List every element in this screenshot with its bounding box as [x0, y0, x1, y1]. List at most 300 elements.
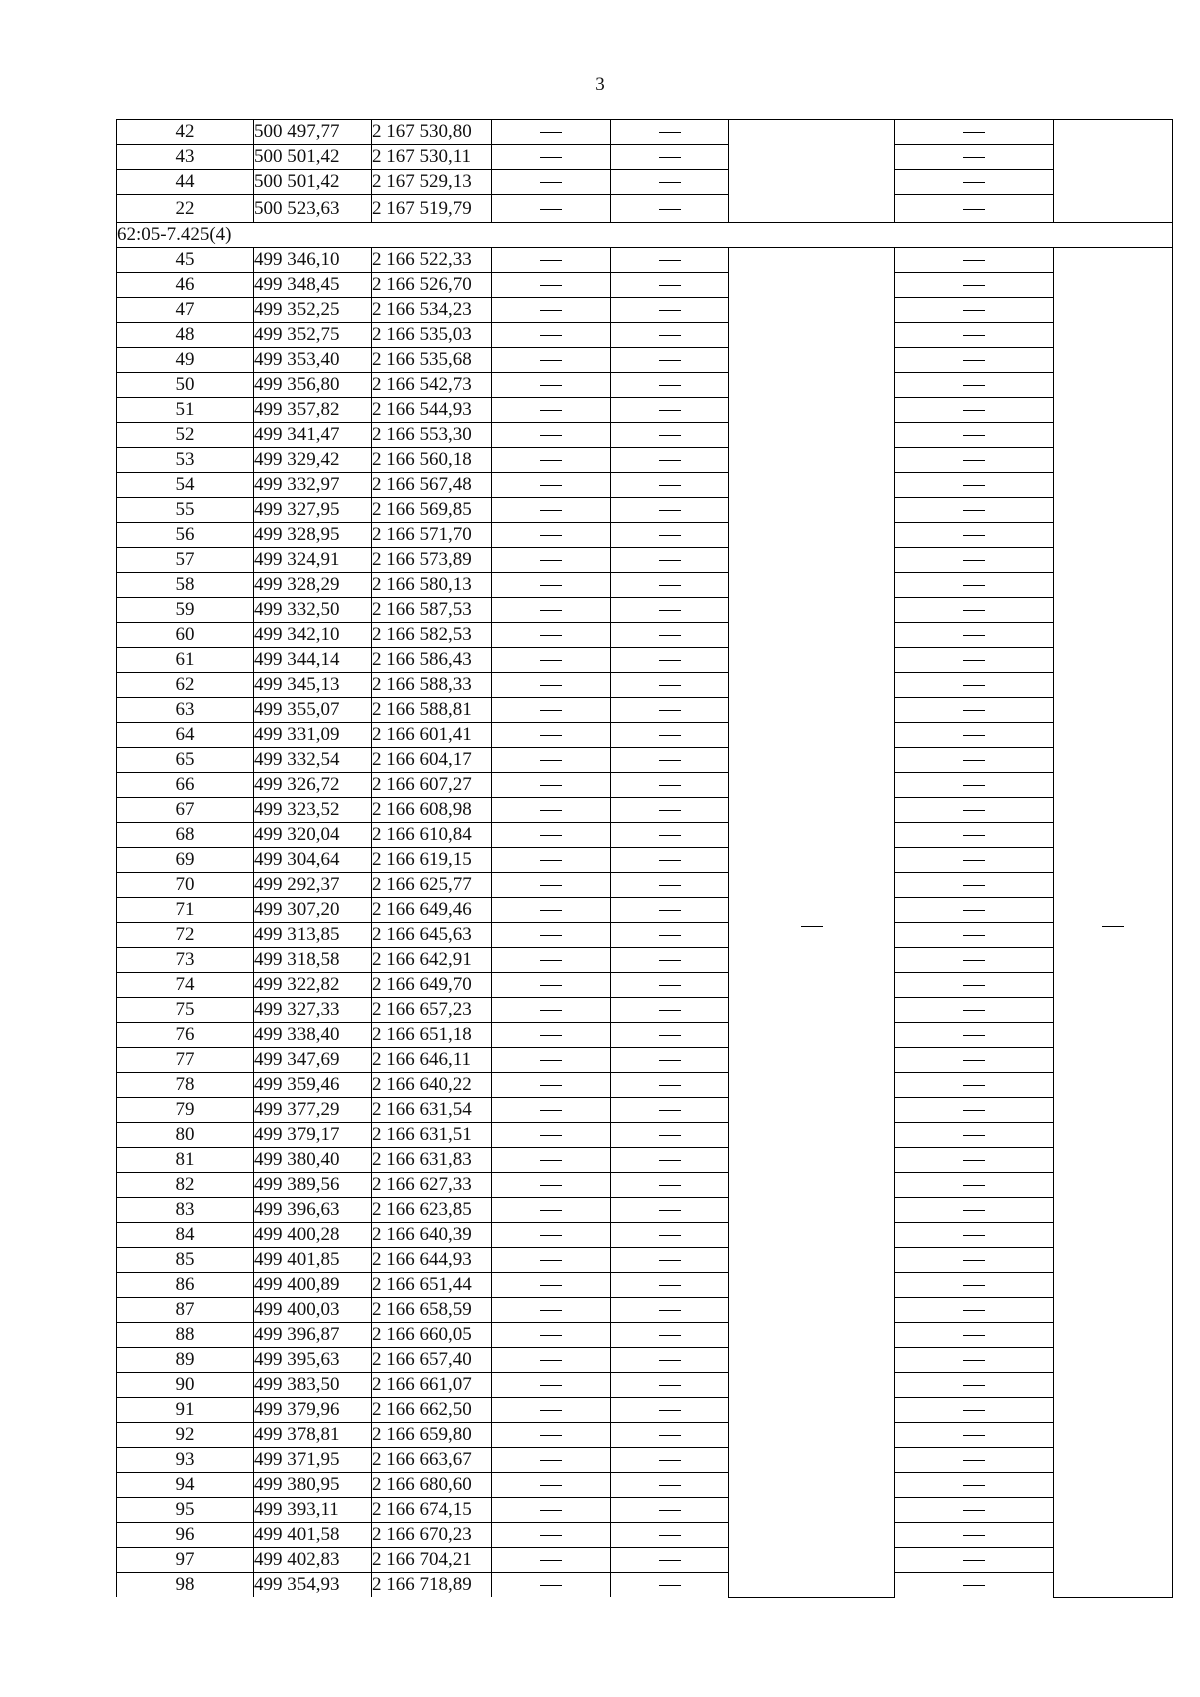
col5-dash — [611, 1248, 729, 1273]
col5-dash — [611, 623, 729, 648]
point-number: 50 — [117, 373, 254, 398]
coord-x: 499 396,87 — [254, 1323, 372, 1348]
dash-mark — [540, 1560, 562, 1561]
dash-mark — [1102, 926, 1124, 927]
dash-mark — [540, 1335, 562, 1336]
coord-x: 499 332,50 — [254, 598, 372, 623]
col7-dash — [895, 1473, 1054, 1498]
page-number: 3 — [595, 74, 605, 95]
table-row — [117, 623, 1173, 648]
dash-mark — [963, 1460, 985, 1461]
col7-dash — [895, 973, 1054, 998]
dash-mark — [540, 1435, 562, 1436]
col4-dash — [492, 1023, 611, 1048]
coord-x: 499 328,95 — [254, 523, 372, 548]
col4-dash — [492, 1098, 611, 1123]
coord-y: 2 167 530,80 — [372, 120, 492, 145]
dash-mark — [659, 1210, 681, 1211]
dash-mark — [659, 685, 681, 686]
col7-dash — [895, 1198, 1054, 1223]
col4-dash — [492, 423, 611, 448]
coord-y: 2 166 674,15 — [372, 1498, 492, 1523]
col5-dash — [611, 823, 729, 848]
group-b-body — [117, 248, 1173, 1598]
col5-dash — [611, 498, 729, 523]
col5-dash — [611, 1473, 729, 1498]
col4-dash — [492, 1523, 611, 1548]
point-number: 69 — [117, 848, 254, 873]
point-number: 42 — [117, 120, 254, 145]
col4-dash — [492, 1398, 611, 1423]
coord-y: 2 166 623,85 — [372, 1198, 492, 1223]
dash-mark — [963, 1560, 985, 1561]
col4-dash — [492, 473, 611, 498]
col5-dash — [611, 195, 729, 223]
table-row — [117, 498, 1173, 523]
coord-x: 499 400,28 — [254, 1223, 372, 1248]
col5-dash — [611, 1373, 729, 1398]
table-row — [117, 823, 1173, 848]
col4-dash — [492, 1298, 611, 1323]
coord-x: 499 307,20 — [254, 898, 372, 923]
coord-x: 499 345,13 — [254, 673, 372, 698]
dash-mark — [540, 610, 562, 611]
col4-dash — [492, 1223, 611, 1248]
table-row — [117, 248, 1173, 273]
dash-mark — [963, 435, 985, 436]
point-number: 90 — [117, 1373, 254, 1398]
col5-dash — [611, 973, 729, 998]
table-row — [117, 1148, 1173, 1173]
point-number: 55 — [117, 498, 254, 523]
point-number: 70 — [117, 873, 254, 898]
dash-mark — [659, 1485, 681, 1486]
coord-x: 499 341,47 — [254, 423, 372, 448]
dash-mark — [963, 1235, 985, 1236]
coord-y: 2 166 588,33 — [372, 673, 492, 698]
dash-mark — [659, 360, 681, 361]
col5-dash — [611, 573, 729, 598]
dash-mark — [659, 1360, 681, 1361]
dash-mark — [963, 1310, 985, 1311]
col5-dash — [611, 998, 729, 1023]
coord-y: 2 166 649,46 — [372, 898, 492, 923]
dash-mark — [659, 1235, 681, 1236]
dash-mark — [659, 1260, 681, 1261]
col7-dash — [895, 1123, 1054, 1148]
dash-mark — [963, 1035, 985, 1036]
col4-dash — [492, 1148, 611, 1173]
coord-x: 499 332,54 — [254, 748, 372, 773]
coord-y: 2 166 610,84 — [372, 823, 492, 848]
point-number: 79 — [117, 1098, 254, 1123]
point-number: 72 — [117, 923, 254, 948]
dash-mark — [659, 535, 681, 536]
col7-dash — [895, 373, 1054, 398]
col7-dash — [895, 1048, 1054, 1073]
dash-mark — [540, 1510, 562, 1511]
dash-mark — [540, 810, 562, 811]
point-number: 86 — [117, 1273, 254, 1298]
col4-dash — [492, 648, 611, 673]
col5-dash — [611, 1023, 729, 1048]
coord-x: 499 338,40 — [254, 1023, 372, 1048]
col5-dash — [611, 673, 729, 698]
coord-y: 2 166 670,23 — [372, 1523, 492, 1548]
col4-dash — [492, 823, 611, 848]
coord-y: 2 167 519,79 — [372, 195, 492, 223]
coord-y: 2 166 640,39 — [372, 1223, 492, 1248]
dash-mark — [659, 1385, 681, 1386]
table-row — [117, 1548, 1173, 1573]
point-number: 57 — [117, 548, 254, 573]
dash-mark — [963, 260, 985, 261]
coord-y: 2 166 663,67 — [372, 1448, 492, 1473]
point-number: 76 — [117, 1023, 254, 1048]
coord-x: 499 347,69 — [254, 1048, 372, 1073]
dash-mark — [659, 335, 681, 336]
col4-dash — [492, 998, 611, 1023]
dash-mark — [659, 935, 681, 936]
dash-mark — [963, 1360, 985, 1361]
coord-y: 2 166 704,21 — [372, 1548, 492, 1573]
dash-mark — [540, 285, 562, 286]
dash-mark — [963, 1010, 985, 1011]
col4-dash — [492, 598, 611, 623]
coord-y: 2 166 586,43 — [372, 648, 492, 673]
col4-dash — [492, 973, 611, 998]
col5-dash — [611, 773, 729, 798]
col6-merged — [729, 248, 895, 1598]
dash-mark — [963, 710, 985, 711]
dash-mark — [659, 835, 681, 836]
dash-mark — [963, 885, 985, 886]
dash-mark — [659, 310, 681, 311]
col4-dash — [492, 848, 611, 873]
coord-y: 2 166 587,53 — [372, 598, 492, 623]
col5-dash — [611, 548, 729, 573]
table-row — [117, 598, 1173, 623]
dash-mark — [540, 335, 562, 336]
col5-dash — [611, 248, 729, 273]
dash-mark — [540, 1210, 562, 1211]
col5-dash — [611, 1348, 729, 1373]
dash-mark — [963, 610, 985, 611]
dash-mark — [540, 410, 562, 411]
col4-dash — [492, 1273, 611, 1298]
coord-x: 499 304,64 — [254, 848, 372, 873]
dash-mark — [540, 209, 562, 210]
col4-dash — [492, 273, 611, 298]
table-row — [117, 398, 1173, 423]
coord-y: 2 166 659,80 — [372, 1423, 492, 1448]
coord-y: 2 166 535,03 — [372, 323, 492, 348]
coord-y: 2 166 608,98 — [372, 798, 492, 823]
col4-dash — [492, 1548, 611, 1573]
dash-mark — [659, 1535, 681, 1536]
dash-mark — [540, 1160, 562, 1161]
dash-mark — [963, 535, 985, 536]
dash-mark — [540, 157, 562, 158]
dash-mark — [540, 485, 562, 486]
col5-dash — [611, 298, 729, 323]
point-number: 91 — [117, 1398, 254, 1423]
dash-mark — [963, 1160, 985, 1161]
col7-dash — [895, 423, 1054, 448]
dash-mark — [540, 435, 562, 436]
table-row — [117, 848, 1173, 873]
coord-x: 499 383,50 — [254, 1373, 372, 1398]
point-number: 78 — [117, 1073, 254, 1098]
col7-dash — [895, 748, 1054, 773]
col5-dash — [611, 873, 729, 898]
dash-mark — [963, 1535, 985, 1536]
dash-mark — [659, 885, 681, 886]
dash-mark — [540, 935, 562, 936]
dash-mark — [540, 910, 562, 911]
point-number: 51 — [117, 398, 254, 423]
dash-mark — [963, 860, 985, 861]
col4-dash — [492, 1323, 611, 1348]
dash-mark — [540, 685, 562, 686]
coord-y: 2 166 580,13 — [372, 573, 492, 598]
dash-mark — [963, 960, 985, 961]
dash-mark — [963, 1335, 985, 1336]
col5-dash — [611, 1198, 729, 1223]
section-header-body — [117, 223, 1173, 248]
col5-dash — [611, 648, 729, 673]
coord-x: 499 292,37 — [254, 873, 372, 898]
coord-x: 499 326,72 — [254, 773, 372, 798]
point-number: 43 — [117, 145, 254, 170]
dash-mark — [540, 785, 562, 786]
col5-dash — [611, 1323, 729, 1348]
dash-mark — [659, 1435, 681, 1436]
dash-mark — [540, 510, 562, 511]
coord-x: 499 355,07 — [254, 698, 372, 723]
point-number: 85 — [117, 1248, 254, 1273]
coord-x: 499 320,04 — [254, 823, 372, 848]
col4-dash — [492, 773, 611, 798]
dash-mark — [963, 1585, 985, 1586]
coord-x: 499 354,93 — [254, 1573, 372, 1598]
point-number: 74 — [117, 973, 254, 998]
col7-dash — [895, 873, 1054, 898]
coord-x: 499 327,95 — [254, 498, 372, 523]
dash-mark — [540, 535, 562, 536]
dash-mark — [659, 1310, 681, 1311]
table-row — [117, 798, 1173, 823]
table-row — [117, 1323, 1173, 1348]
dash-mark — [659, 660, 681, 661]
point-number: 73 — [117, 948, 254, 973]
dash-mark — [963, 385, 985, 386]
point-number: 59 — [117, 598, 254, 623]
col7-dash — [895, 698, 1054, 723]
coord-y: 2 166 544,93 — [372, 398, 492, 423]
col5-dash — [611, 448, 729, 473]
dash-mark — [659, 1085, 681, 1086]
coord-y: 2 167 530,11 — [372, 145, 492, 170]
coord-y: 2 166 642,91 — [372, 948, 492, 973]
col5-dash — [611, 898, 729, 923]
dash-mark — [963, 685, 985, 686]
point-number: 64 — [117, 723, 254, 748]
dash-mark — [540, 1035, 562, 1036]
col7-dash — [895, 498, 1054, 523]
dash-mark — [540, 1385, 562, 1386]
dash-mark — [963, 1085, 985, 1086]
col5-dash — [611, 1573, 729, 1598]
table-row — [117, 1248, 1173, 1273]
table-row — [117, 373, 1173, 398]
table-row — [117, 1573, 1173, 1598]
col5-dash — [611, 398, 729, 423]
table-row — [117, 170, 1173, 195]
table-row — [117, 323, 1173, 348]
point-number: 68 — [117, 823, 254, 848]
col7-dash — [895, 923, 1054, 948]
coord-y: 2 166 534,23 — [372, 298, 492, 323]
dash-mark — [540, 1235, 562, 1236]
dash-mark — [540, 960, 562, 961]
table-row — [117, 723, 1173, 748]
table-row — [117, 1398, 1173, 1423]
col5-dash — [611, 373, 729, 398]
point-number: 92 — [117, 1423, 254, 1448]
dash-mark — [659, 1185, 681, 1186]
col7-dash — [895, 848, 1054, 873]
coordinates-table — [116, 119, 1173, 1598]
table-row — [117, 1498, 1173, 1523]
col5-dash — [611, 473, 729, 498]
coord-y: 2 166 560,18 — [372, 448, 492, 473]
table-row — [117, 698, 1173, 723]
point-number: 77 — [117, 1048, 254, 1073]
point-number: 46 — [117, 273, 254, 298]
col5-dash — [611, 1523, 729, 1548]
col7-dash — [895, 1073, 1054, 1098]
coord-y: 2 166 631,54 — [372, 1098, 492, 1123]
col4-dash — [492, 1348, 611, 1373]
coord-y: 2 166 662,50 — [372, 1398, 492, 1423]
coord-x: 499 400,89 — [254, 1273, 372, 1298]
col5-dash — [611, 1098, 729, 1123]
dash-mark — [659, 410, 681, 411]
col7-dash — [895, 1423, 1054, 1448]
table-row — [117, 1048, 1173, 1073]
coord-x: 499 371,95 — [254, 1448, 372, 1473]
coord-x: 499 393,11 — [254, 1498, 372, 1523]
col7-dash — [895, 773, 1054, 798]
dash-mark — [963, 1435, 985, 1436]
dash-mark — [659, 285, 681, 286]
dash-mark — [659, 710, 681, 711]
point-number: 62 — [117, 673, 254, 698]
point-number: 54 — [117, 473, 254, 498]
table-row — [117, 673, 1173, 698]
dash-mark — [659, 1035, 681, 1036]
coord-y: 2 166 573,89 — [372, 548, 492, 573]
coord-x: 499 402,83 — [254, 1548, 372, 1573]
table-row — [117, 773, 1173, 798]
point-number: 81 — [117, 1148, 254, 1173]
col7-dash — [895, 1348, 1054, 1373]
dash-mark — [659, 1560, 681, 1561]
dash-mark — [963, 1385, 985, 1386]
coord-x: 499 396,63 — [254, 1198, 372, 1223]
dash-mark — [963, 810, 985, 811]
coord-y: 2 166 569,85 — [372, 498, 492, 523]
col4-dash — [492, 145, 611, 170]
dash-mark — [963, 335, 985, 336]
table-row — [117, 1473, 1173, 1498]
coord-x: 499 353,40 — [254, 348, 372, 373]
table-row — [117, 473, 1173, 498]
col4-dash — [492, 170, 611, 195]
col4-dash — [492, 1473, 611, 1498]
dash-mark — [659, 785, 681, 786]
col7-dash — [895, 1273, 1054, 1298]
col4-dash — [492, 373, 611, 398]
dash-mark — [963, 935, 985, 936]
col4-dash — [492, 448, 611, 473]
dash-mark — [540, 1260, 562, 1261]
point-number: 84 — [117, 1223, 254, 1248]
dash-mark — [659, 260, 681, 261]
coord-x: 499 329,42 — [254, 448, 372, 473]
coord-y: 2 166 553,30 — [372, 423, 492, 448]
col4-dash — [492, 573, 611, 598]
dash-mark — [540, 182, 562, 183]
dash-mark — [963, 1060, 985, 1061]
col5-dash — [611, 145, 729, 170]
col5-dash — [611, 1298, 729, 1323]
col4-dash — [492, 798, 611, 823]
col5-dash — [611, 1223, 729, 1248]
dash-mark — [659, 385, 681, 386]
col8-merged — [1054, 120, 1173, 223]
coord-x: 499 328,29 — [254, 573, 372, 598]
table-row — [117, 1373, 1173, 1398]
dash-mark — [659, 1285, 681, 1286]
col7-dash — [895, 1498, 1054, 1523]
col7-dash — [895, 1173, 1054, 1198]
col4-dash — [492, 298, 611, 323]
col4-dash — [492, 1373, 611, 1398]
col7-dash — [895, 898, 1054, 923]
table-row — [117, 448, 1173, 473]
coord-y: 2 166 601,41 — [372, 723, 492, 748]
col7-dash — [895, 120, 1054, 145]
col4-dash — [492, 873, 611, 898]
dash-mark — [963, 910, 985, 911]
dash-mark — [659, 1135, 681, 1136]
col7-dash — [895, 598, 1054, 623]
coord-x: 499 359,46 — [254, 1073, 372, 1098]
col5-dash — [611, 523, 729, 548]
dash-mark — [963, 285, 985, 286]
col7-dash — [895, 673, 1054, 698]
dash-mark — [963, 660, 985, 661]
coord-x: 499 400,03 — [254, 1298, 372, 1323]
coord-x: 499 332,97 — [254, 473, 372, 498]
table-row — [117, 1523, 1173, 1548]
col4-dash — [492, 948, 611, 973]
col5-dash — [611, 1398, 729, 1423]
col4-dash — [492, 1248, 611, 1273]
dash-mark — [540, 360, 562, 361]
